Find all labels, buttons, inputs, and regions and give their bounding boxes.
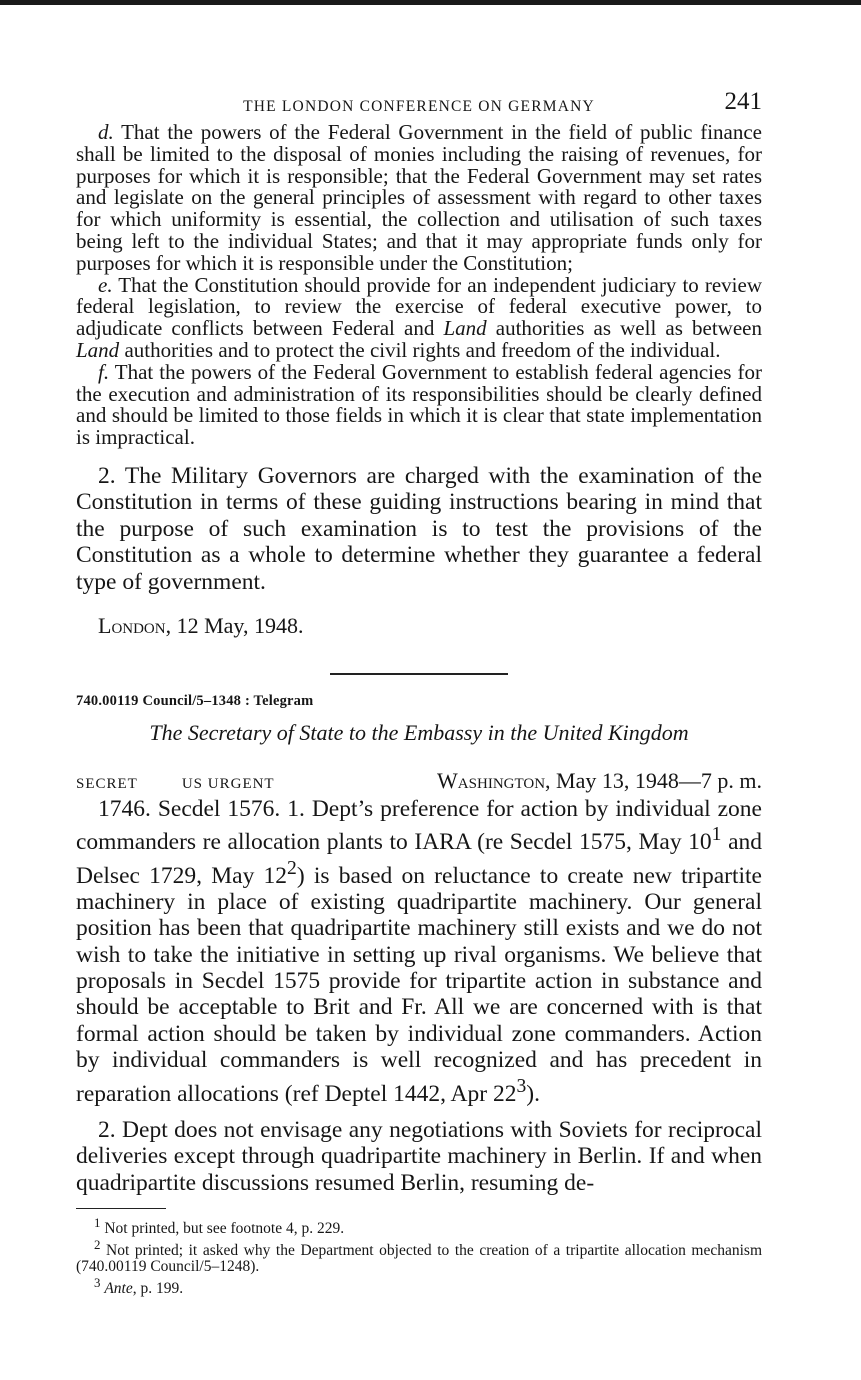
principle-e-land-1: Land [443, 316, 487, 341]
para1-part-1: 1746. Secdel 1576. 1. Dept’s preference for action by individual zone commanders re allocation plants to IARA (re Secdel 1575, May 10 [76, 795, 762, 856]
para1-part-2: and Delsec 1729, May 12 [76, 829, 762, 889]
telegram-title: The Secretary of State to the Embassy in the United Kingdom [149, 719, 689, 745]
footnote-ref-3: 3 [516, 1075, 527, 1097]
footnote-rule [76, 1208, 166, 1209]
closing-dateline [76, 613, 762, 639]
footnotes [76, 1215, 762, 1297]
classification-label: SECRET [76, 775, 138, 792]
running-head-title: THE LONDON CONFERENCE ON GERMANY [243, 98, 595, 115]
footnote-1-mark: 1 [94, 1215, 101, 1231]
footnote-ref-2: 2 [287, 857, 297, 879]
telegram-paragraph-1 [76, 796, 762, 1107]
telegram-file-reference: 740.00119 Council/5–1348 : Telegram [76, 692, 314, 709]
principle-d-text: That the powers of the Federal Government in the field of public finance shall be limited to the disposal of monies including the raising of revenues, for purposes for which it is responsible; that the Federal Government may set rates and legislate on the general principles of assessment with regard to other taxes for which uniformity is essential, the collection and utilisation of such taxes being left to the individual States; and that it may appropriate funds only for purposes for which it is responsible under the Constitution; [76, 120, 763, 275]
footnote-3-mark: 3 [94, 1275, 101, 1291]
principle-d-label: d. [98, 120, 114, 144]
principle-f [76, 359, 762, 450]
page-number: 241 [724, 88, 762, 115]
telegram-header-line [76, 768, 762, 794]
priority-label: US URGENT [181, 775, 275, 792]
footnote-3-text: , p. 199. [132, 1280, 184, 1298]
closing-place: London [98, 612, 166, 638]
para1-part-4: ). [526, 1080, 540, 1107]
principle-e [76, 272, 762, 362]
principle-f-text: That the powers of the Federal Government to establish federal agencies for the execution and administration of its responsibilities should be clearly defined and should be limited to those fields in which it is clear that state implementation is impractical. [76, 359, 762, 450]
section-divider [330, 673, 508, 675]
para1-part-3: ) is based on reluctance to create new tripartite machinery in place of existing quadripartite machinery. Our general position has been that quadripartite machinery still exists and we do not wish to take the initiative in setting up rival organisms. We believe that proposals in Secdel 1575 provide for tripartite action in substance and should be acceptable to Brit and Fr. All we are concerned with is that formal action should be taken by individual zone commanders. Action by individual commanders is well recognized and has precedent in reparation allocations (ref Deptel 1442, Apr 22 [76, 862, 762, 1107]
page-top-edge [0, 0, 861, 5]
footnote-1 [76, 1215, 762, 1237]
document-page [76, 88, 762, 1298]
closing-date: , 12 May, 1948. [165, 612, 304, 638]
dateline-date: , May 13, 1948—7 p. m. [545, 767, 762, 793]
telegram-dateline [437, 768, 762, 794]
principle-e-text-c: authorities and to protect the civil rights and freedom of the individual. [119, 337, 721, 362]
footnote-2-mark: 2 [94, 1237, 101, 1253]
footnote-2 [76, 1237, 762, 1275]
footnote-2-text: Not printed; it asked why the Department objected to the creation of a tripartite allocation mechanism (740.00119 Council/5–1248). [76, 1242, 762, 1276]
principle-e-land-2: Land [76, 337, 120, 362]
principle-e-label: e. [98, 272, 113, 297]
dateline-place: Washington [437, 767, 546, 793]
principle-d [76, 122, 762, 275]
footnote-3-ante: Ante [104, 1280, 133, 1298]
paragraph-2: 2. The Military Governors are charged with the examination of the Constitution in terms of these guiding instructions bearing in mind that the purpose of such examination is to test the provisions of the Constitution as a whole to determine whether they guarantee a federal type of government. [76, 462, 762, 595]
footnote-1-text: Not printed, but see footnote 4, p. 229. [104, 1220, 345, 1238]
principle-e-text-a: That the Constitution should provide for an independent judiciary to review federal legislation, to review the exercise of federal executive power, to adjudicate conflicts between Federal and [76, 272, 762, 341]
running-head [76, 88, 762, 122]
telegram-paragraph-2: 2. Dept does not envisage any negotiations with Soviets for reciprocal deliveries except through quadripartite machinery in Berlin. If and when quadripartite discussions resumed Berlin, resuming de- [76, 1116, 762, 1196]
principle-f-label: f. [98, 359, 110, 384]
principle-e-text-b: authorities as well as between [486, 316, 762, 341]
footnote-ref-1: 1 [711, 824, 722, 846]
footnote-3 [76, 1275, 762, 1297]
